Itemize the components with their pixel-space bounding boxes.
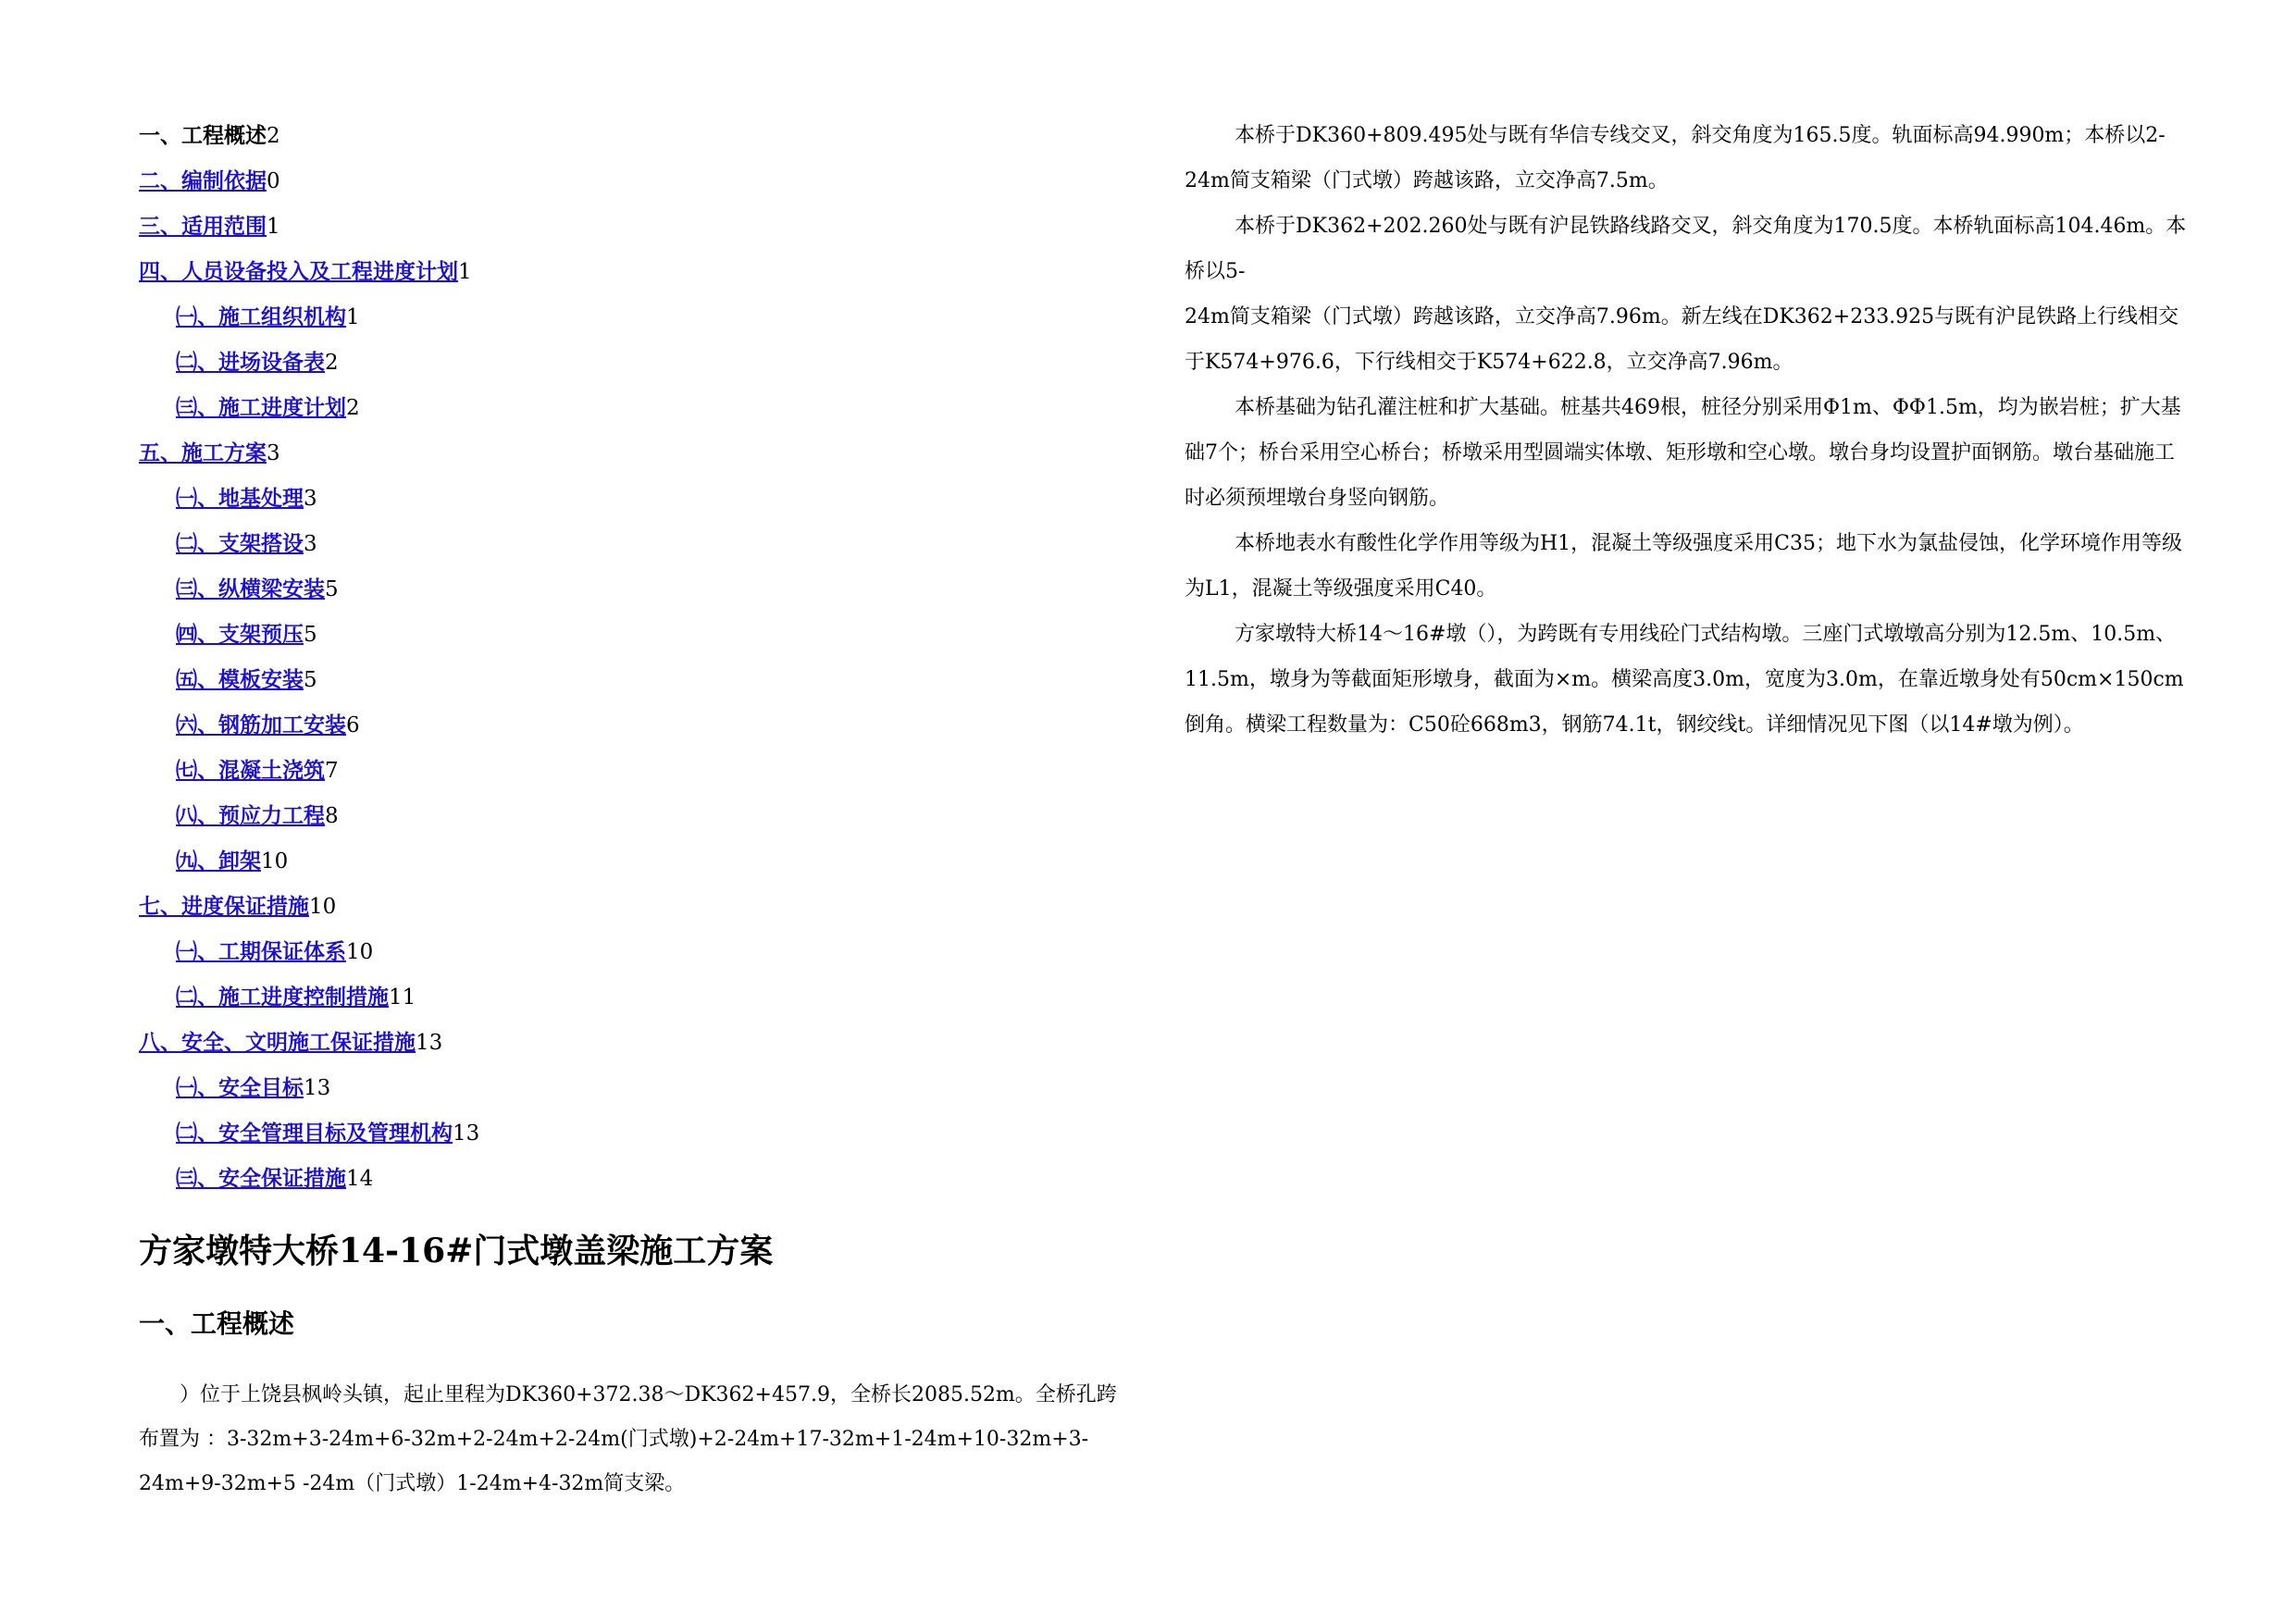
- toc-entry[interactable]: [139, 566, 1157, 612]
- document-title: 方家墩特大桥14-16#门式墩盖梁施工方案: [139, 1232, 774, 1270]
- table-of-contents: [139, 113, 1157, 1201]
- toc-entry-label[interactable]: 二、编制依据: [139, 168, 267, 193]
- toc-entry[interactable]: [139, 929, 1157, 974]
- toc-entry-page-number: 10: [346, 940, 374, 964]
- toc-entry-page-number: 13: [416, 1031, 443, 1055]
- toc-entry-label[interactable]: ㈨、卸架: [176, 849, 261, 873]
- toc-entry[interactable]: [139, 793, 1157, 838]
- toc-entry[interactable]: [139, 748, 1157, 793]
- body-paragraph: 本桥基础为钻孔灌注桩和扩大基础。桩基共469根，桩径分别采用Φ1m、ΦΦ1.5m，均为嵌岩桩；扩大基础7个；桥台采用空心桥台；桥墩采用型圆端实体墩、矩形墩和空心墩。墩台身均设置护面钢筋。墩台基础施工时必须预埋墩台身竖向钢筋。: [1185, 396, 2181, 510]
- toc-entry[interactable]: [139, 974, 1157, 1020]
- toc-entry[interactable]: [139, 657, 1157, 702]
- toc-entry[interactable]: [139, 521, 1157, 566]
- toc-entry-label[interactable]: ㈡、支架搭设: [176, 531, 304, 556]
- toc-entry-page-number: 8: [325, 804, 339, 828]
- toc-entry[interactable]: [139, 838, 1157, 884]
- toc-entry-page-number: 5: [304, 668, 317, 692]
- section-heading: 一、工程概述: [139, 1308, 295, 1339]
- toc-entry-label[interactable]: 七、进度保证措施: [139, 894, 309, 919]
- toc-entry-page-number: 3: [304, 487, 317, 511]
- toc-entry-label[interactable]: ㈠、地基处理: [176, 486, 304, 511]
- toc-entry-page-number: 5: [304, 623, 317, 647]
- toc-entry-page-number: 0: [267, 169, 280, 193]
- toc-entry-page-number: 1: [458, 260, 472, 284]
- toc-entry-page-number: 2: [346, 396, 360, 420]
- toc-entry[interactable]: [139, 1065, 1157, 1110]
- toc-entry-label[interactable]: ㈥、钢筋加工安装: [176, 712, 346, 737]
- toc-entry[interactable]: [139, 612, 1157, 657]
- toc-entry[interactable]: [139, 294, 1157, 340]
- toc-entry[interactable]: [139, 113, 1157, 158]
- toc-entry-page-number: 13: [304, 1076, 331, 1100]
- toc-entry-label[interactable]: ㈠、工期保证体系: [176, 939, 346, 964]
- toc-entry-label[interactable]: ㈠、安全目标: [176, 1075, 304, 1100]
- toc-entry-page-number: 2: [267, 124, 280, 148]
- toc-entry[interactable]: [139, 1110, 1157, 1156]
- toc-entry-label[interactable]: 八、安全、文明施工保证措施: [139, 1030, 416, 1055]
- toc-entry-label[interactable]: 四、人员设备投入及工程进度计划: [139, 259, 458, 284]
- toc-entry[interactable]: [139, 249, 1157, 294]
- body-paragraph: 方家墩特大桥14～16#墩（），为跨既有专用线砼门式结构墩。三座门式墩墩高分别为12.5m、10.5m、11.5m，墩身为等截面矩形墩身，截面为×m。横梁高度3.0m，宽度为3.0m，在靠近墩身处有50cm×150cm倒角。横梁工程数量为：C50砼668m3，钢筋74.1t，钢绞线t。详细情况见下图（以14#墩为例）。: [1185, 623, 2184, 737]
- toc-entry-page-number: 10: [309, 895, 337, 919]
- toc-entry-label[interactable]: ㈡、安全管理目标及管理机构: [176, 1121, 453, 1146]
- toc-entry[interactable]: [139, 476, 1157, 521]
- toc-entry-page-number: 1: [346, 305, 360, 329]
- toc-entry-label[interactable]: ㈡、进场设备表: [176, 350, 325, 375]
- toc-entry-page-number: 3: [304, 532, 317, 556]
- toc-entry-page-number: 11: [389, 985, 416, 1010]
- toc-entry[interactable]: [139, 204, 1157, 249]
- toc-entry-page-number: 6: [346, 713, 360, 737]
- toc-entry-label[interactable]: ㈢、安全保证措施: [176, 1166, 346, 1191]
- toc-entry-label[interactable]: ㈦、混凝土浇筑: [176, 758, 325, 783]
- toc-entry[interactable]: [139, 385, 1157, 430]
- toc-entry[interactable]: [139, 1156, 1157, 1201]
- body-paragraph: 本桥于DK360+809.495处与既有华信专线交叉，斜交角度为165.5度。轨面标高94.990m；本桥以2-24m简支箱梁（门式墩）跨越该路，立交净高7.5m。: [1185, 124, 2166, 192]
- toc-entry-label[interactable]: ㈡、施工进度控制措施: [176, 985, 389, 1010]
- toc-entry-label[interactable]: ㈢、施工进度计划: [176, 395, 346, 420]
- toc-entry-label[interactable]: ㈢、纵横梁安装: [176, 576, 325, 601]
- toc-entry[interactable]: [139, 702, 1157, 748]
- toc-entry-page-number: 2: [325, 351, 339, 375]
- toc-entry-page-number: 3: [267, 441, 280, 465]
- left-column: [139, 113, 1157, 1506]
- toc-entry-label[interactable]: 五、施工方案: [139, 440, 267, 465]
- toc-entry-label[interactable]: ㈠、施工组织机构: [176, 304, 346, 329]
- toc-entry-label[interactable]: ㈧、预应力工程: [176, 803, 325, 828]
- toc-entry[interactable]: [139, 158, 1157, 204]
- toc-entry-page-number: 1: [267, 215, 280, 239]
- right-column: [1185, 113, 2193, 748]
- toc-entry[interactable]: [139, 430, 1157, 476]
- toc-entry[interactable]: [139, 884, 1157, 929]
- body-paragraph: 本桥于DK362+202.260处与既有沪昆铁路线路交叉，斜交角度为170.5度。本桥轨面标高104.46m。本桥以5-: [1185, 215, 2187, 283]
- toc-entry-page-number: 5: [325, 577, 339, 601]
- body-paragraph: 24m简支箱梁（门式墩）跨越该路，立交净高7.96m。新左线在DK362+233.925与既有沪昆铁路上行线相交于K574+976.6，下行线相交于K574+622.8，立交净高7.96m。: [1185, 305, 2179, 374]
- toc-entry-label[interactable]: ㈤、模板安装: [176, 667, 304, 692]
- toc-entry-page-number: 7: [325, 759, 339, 783]
- toc-entry-label[interactable]: ㈣、支架预压: [176, 622, 304, 647]
- toc-entry[interactable]: [139, 1020, 1157, 1065]
- overview-paragraph: ）位于上饶县枫岭头镇，起止里程为DK360+372.38～DK362+457.9，全桥长2085.52m。全桥孔跨布置为 ：3-32m+3-24m+6-32m+2-24m+2-24m(门式墩)+2-24m+17-32m+1-24m+10-32m+3-24m+9-32m+5 -24m（门式墩）1-24m+4-32m简支梁。: [139, 1383, 1117, 1495]
- toc-entry-label[interactable]: 三、适用范围: [139, 214, 267, 239]
- toc-entry-label[interactable]: 一、工程概述: [139, 123, 267, 148]
- toc-entry-page-number: 10: [261, 849, 289, 873]
- toc-entry-page-number: 13: [453, 1121, 480, 1146]
- toc-entry-page-number: 14: [346, 1167, 374, 1191]
- toc-entry[interactable]: [139, 340, 1157, 385]
- body-paragraph: 本桥地表水有酸性化学作用等级为H1，混凝土等级强度采用C35；地下水为氯盐侵蚀，化学环境作用等级为L1，混凝土等级强度采用C40。: [1185, 532, 2183, 601]
